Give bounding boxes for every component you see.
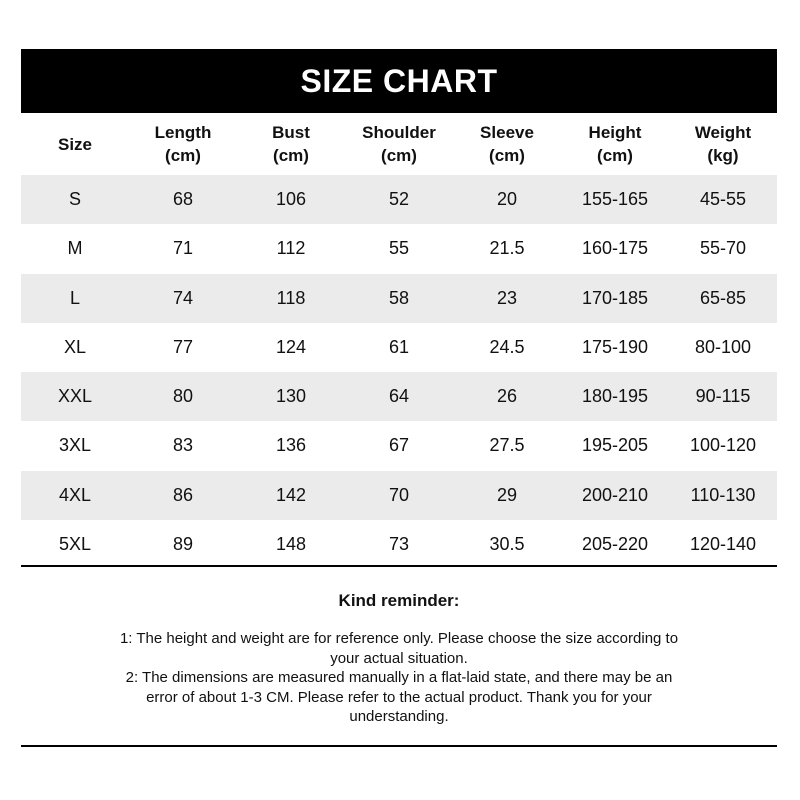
cell-bust: 142 xyxy=(275,484,307,505)
cell-height: 175-190 xyxy=(581,336,649,357)
table-row xyxy=(21,175,777,224)
cell-size: L xyxy=(69,287,80,308)
cell-weight: 90-115 xyxy=(695,386,751,407)
cell-bust: 136 xyxy=(275,435,307,456)
cell-height: 170-185 xyxy=(581,287,649,308)
cell-sleeve: 21.5 xyxy=(489,238,525,259)
cell-sleeve: 29 xyxy=(496,484,518,505)
reminder-note-2-line-2: error of about 1-3 CM. Please refer to the actual product. Thank you for your xyxy=(146,688,652,706)
cell-bust: 118 xyxy=(276,287,306,308)
cell-size: 5XL xyxy=(58,533,92,554)
cell-size: M xyxy=(67,238,83,259)
header-size: Size xyxy=(57,134,93,154)
header-sleeve: Sleeve (cm) xyxy=(480,123,534,165)
cell-weight: 100-120 xyxy=(689,435,757,456)
cell-shoulder: 52 xyxy=(388,189,410,210)
cell-weight: 120-140 xyxy=(689,533,757,554)
cell-sleeve: 26 xyxy=(496,386,518,407)
table-header-row xyxy=(21,113,777,175)
chart-title: SIZE CHART xyxy=(300,62,498,99)
cell-height: 205-220 xyxy=(581,533,649,554)
cell-length: 68 xyxy=(172,189,194,210)
reminder-title: Kind reminder: xyxy=(338,591,460,610)
header-height: Height (cm) xyxy=(588,123,642,165)
reminder-note-1-line-2: your actual situation. xyxy=(330,649,468,667)
cell-sleeve: 20 xyxy=(496,189,518,210)
title-banner xyxy=(21,49,777,113)
cell-bust: 148 xyxy=(275,533,307,554)
cell-weight: 45-55 xyxy=(699,189,747,210)
header-length: Length (cm) xyxy=(154,123,212,165)
cell-size: 3XL xyxy=(58,435,92,456)
cell-height: 200-210 xyxy=(581,484,649,505)
cell-length: 74 xyxy=(172,287,194,308)
table-body xyxy=(21,175,777,569)
header-shoulder: Shoulder (cm) xyxy=(362,123,436,165)
cell-shoulder: 55 xyxy=(388,238,410,259)
cell-height: 180-195 xyxy=(581,386,649,407)
cell-bust: 124 xyxy=(275,336,307,357)
cell-bust: 130 xyxy=(275,386,307,407)
cell-height: 155-165 xyxy=(581,189,649,210)
cell-size: 4XL xyxy=(58,484,92,505)
cell-weight: 55-70 xyxy=(699,238,747,259)
cell-weight: 110-130 xyxy=(690,484,756,505)
reminder-note-1 xyxy=(21,629,777,668)
cell-size: XL xyxy=(63,336,87,357)
cell-shoulder: 61 xyxy=(388,336,410,357)
cell-sleeve: 27.5 xyxy=(489,435,525,456)
table-row xyxy=(21,520,777,569)
cell-shoulder: 67 xyxy=(388,435,410,456)
cell-height: 160-175 xyxy=(581,238,649,259)
header-bust: Bust (cm) xyxy=(272,123,310,165)
cell-shoulder: 58 xyxy=(388,287,410,308)
table-row xyxy=(21,323,777,372)
cell-sleeve: 24.5 xyxy=(489,336,525,357)
cell-length: 89 xyxy=(172,533,194,554)
table-row xyxy=(21,224,777,273)
header-weight: Weight (kg) xyxy=(694,123,752,165)
table-row xyxy=(21,372,777,421)
cell-length: 80 xyxy=(172,386,194,407)
reminder-note-2 xyxy=(21,668,777,727)
cell-length: 77 xyxy=(172,336,194,357)
bottom-divider xyxy=(21,745,777,747)
cell-length: 71 xyxy=(172,238,194,259)
cell-bust: 106 xyxy=(275,189,307,210)
cell-shoulder: 64 xyxy=(388,386,410,407)
cell-weight: 80-100 xyxy=(694,336,752,357)
cell-shoulder: 73 xyxy=(388,533,410,554)
reminder-note-1-line-1: 1: The height and weight are for reference only. Please choose the size according to xyxy=(119,630,679,647)
reminder-note-2-line-1: 2: The dimensions are measured manually in a flat-laid state, and there may be an xyxy=(125,669,673,686)
cell-height: 195-205 xyxy=(581,435,649,456)
cell-size: S xyxy=(68,189,81,210)
cell-bust: 112 xyxy=(276,238,306,259)
size-table xyxy=(21,113,777,569)
cell-weight: 65-85 xyxy=(699,287,747,308)
table-row xyxy=(21,471,777,520)
table-bottom-divider xyxy=(21,565,777,567)
cell-sleeve: 23 xyxy=(496,287,518,308)
table-row xyxy=(21,421,777,470)
cell-length: 83 xyxy=(172,435,194,456)
cell-length: 86 xyxy=(172,484,194,505)
table-row xyxy=(21,274,777,323)
reminder-note-2-line-3: understanding. xyxy=(349,708,449,725)
cell-size: XXL xyxy=(57,386,93,407)
cell-sleeve: 30.5 xyxy=(489,533,525,554)
cell-shoulder: 70 xyxy=(388,484,410,505)
